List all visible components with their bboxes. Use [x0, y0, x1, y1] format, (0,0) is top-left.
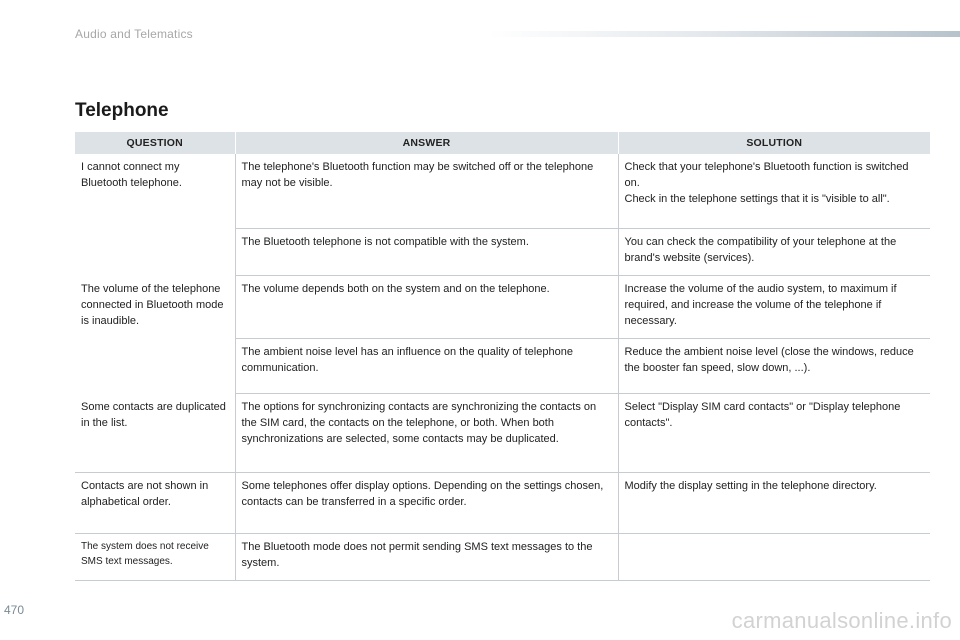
solution-cell: You can check the compatibility of your telephone at the brand's website (services).: [618, 229, 930, 276]
column-header-answer: ANSWER: [235, 132, 618, 154]
answer-cell: The ambient noise level has an influence on the quality of telephone communication.: [235, 339, 618, 394]
solution-cell: Select "Display SIM card contacts" or "Display telephone contacts".: [618, 394, 930, 473]
column-header-question: QUESTION: [75, 132, 235, 154]
solution-cell: Reduce the ambient noise level (close the windows, reduce the booster fan speed, slow down, ...).: [618, 339, 930, 394]
solution-cell: [618, 534, 930, 581]
table-row: [75, 394, 930, 473]
header-gradient-bar: [488, 31, 960, 37]
solution-cell: Modify the display setting in the telephone directory.: [618, 473, 930, 534]
question-cell: I cannot connect my Bluetooth telephone.: [81, 161, 182, 189]
solution-line-extra: Check in the telephone settings that it is "visible to all".: [624, 193, 890, 205]
answer-cell: The telephone's Bluetooth function may be switched off or the telephone may not be visible.: [235, 154, 618, 229]
answer-cell: The Bluetooth telephone is not compatible with the system.: [235, 229, 618, 276]
answer-cell: The options for synchronizing contacts are synchronizing the contacts on the SIM card, the contacts on the telephone, or both. When both synchronizations are selected, some contacts may be duplicated.: [235, 394, 618, 473]
answer-cell: Some telephones offer display options. Depending on the settings chosen, contacts can be transferred in a specific order.: [235, 473, 618, 534]
question-cell: The volume of the telephone connected in Bluetooth mode is inaudible.: [81, 282, 224, 327]
question-cell: Contacts are not shown in alphabetical order.: [75, 473, 235, 534]
troubleshooting-table: [75, 132, 930, 581]
question-cell: The system does not receive SMS text messages.: [75, 534, 235, 581]
table-row: [75, 276, 930, 339]
solution-cell: [618, 154, 930, 229]
watermark: carmanualsonline.info: [731, 608, 952, 633]
section-title: Telephone: [75, 100, 169, 121]
solution-cell: Increase the volume of the audio system, to maximum if required, and increase the volume of the telephone if necessary.: [618, 276, 930, 339]
table-row: [75, 534, 930, 581]
table-row: [75, 154, 930, 229]
table-header-row: [75, 132, 930, 154]
running-header: Audio and Telematics: [75, 27, 193, 41]
answer-cell: The Bluetooth mode does not permit sending SMS text messages to the system.: [235, 534, 618, 581]
question-cell: Some contacts are duplicated in the list.: [75, 394, 235, 473]
solution-line: Check that your telephone's Bluetooth function is switched on.: [624, 161, 909, 189]
answer-cell: The volume depends both on the system and on the telephone.: [235, 276, 618, 339]
table-row: [75, 473, 930, 534]
column-header-solution: SOLUTION: [618, 132, 930, 154]
page-number: 470: [4, 603, 25, 617]
